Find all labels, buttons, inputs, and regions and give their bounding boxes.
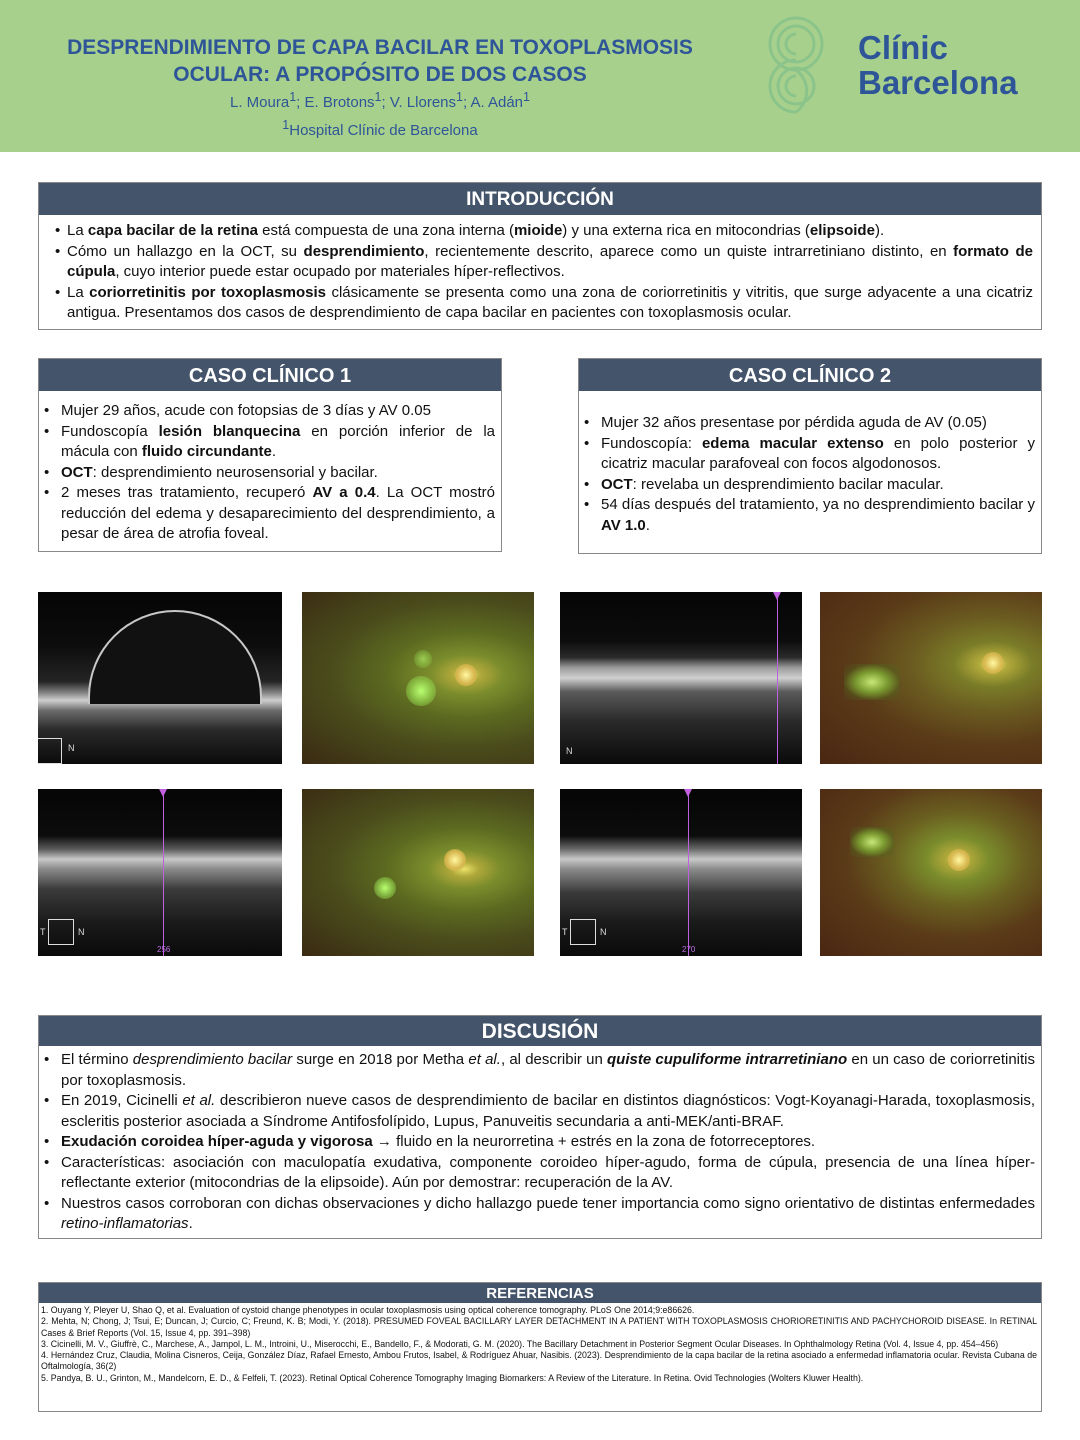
list-item (55, 242, 1033, 283)
text-run: et al. (468, 1051, 501, 1068)
text-run: , recientemente descrito, aparece como un quiste intrarretiniano distinto, en (424, 242, 954, 260)
text-run: . (645, 516, 650, 534)
text-run: OCT (601, 475, 633, 493)
text-run: : desprendimiento neurosensorial y bacilar. (92, 463, 378, 481)
case-2-heading: CASO CLÍNICO 2 (579, 359, 1041, 391)
introduction-box (38, 182, 1042, 330)
text-run: 2 meses tras tratamiento, recuperó (61, 484, 313, 501)
affiliation-line (20, 118, 740, 139)
text-run: Cómo un hallazgo en la OCT, su (67, 242, 304, 260)
references-list (39, 1303, 1041, 1384)
introduction-list (39, 215, 1041, 324)
text-run: Nuestros casos corroboran con dichas observaciones y dicho hallazgo puede tener importancia como signo orientativo de distintas enfermedades (61, 1194, 1035, 1212)
text-run: La (67, 283, 90, 301)
author-superscript: 1 (523, 90, 530, 104)
scan-number: 256 (157, 945, 171, 954)
text-run: . (271, 443, 277, 460)
list-item (39, 1153, 1035, 1194)
list-item (579, 475, 1035, 496)
author-name: L. Moura (230, 94, 290, 111)
text-run: está compuesta de una zona interna ( (257, 222, 514, 239)
list-item (39, 422, 495, 463)
reference-item: 3. Cicinelli, M. V., Giuffrè, C., Marchese, A., Jampol, L. M., Introini, U., Miserocchi, E., Bandello, F., & Modorati, G. M. (2020). The Bacillary Detachment in Posterior Segment Ocular Diseases. In Ophthalmology Retina (Vol. 4, Issue 4, pp. 454–456) (41, 1338, 999, 1349)
fundus-image-case1-after (302, 789, 534, 956)
discussion-list (39, 1046, 1041, 1235)
text-run: en polo posterior y cicatriz macular parafoveal con focos algodonosos. (601, 434, 1035, 472)
list-item (39, 1132, 1035, 1153)
text-run: quiste cupuliforme intrarretiniano (607, 1051, 848, 1068)
title-line-2: OCULAR: A PROPÓSITO DE DOS CASOS (173, 63, 587, 86)
compass-label-n: N (600, 927, 607, 937)
list-item (579, 434, 1035, 475)
affiliation-text: Hospital Clínic de Barcelona (289, 122, 478, 139)
text-run: en un caso de coriorretinitis por toxoplasmosis. (61, 1051, 1035, 1089)
fundus-image-case1-before (302, 592, 534, 764)
text-run: retino-inflamatorias (61, 1215, 189, 1232)
case-1-heading: CASO CLÍNICO 1 (39, 359, 501, 391)
text-run: → fluido en la neurorretina + estrés en la zona de fotorreceptores. (372, 1133, 816, 1150)
text-run: desprendimiento (303, 242, 425, 260)
case-1-list (39, 391, 501, 545)
text-run: . La OCT mostró reducción del edema y desaparecimiento del desprendimiento, a pesar de área de atrofia foveal. (61, 484, 495, 542)
text-run: 54 días después del tratamiento, ya no desprendimiento bacilar y (601, 496, 1035, 513)
oct-image-case2-before (560, 592, 802, 764)
text-run: . (188, 1215, 193, 1232)
list-item (55, 283, 1033, 324)
text-run: describieron nueve casos de desprendimiento de bacilar en distintos diagnósticos: Vogt-Koyanagi-Harada, toxoplasmosis, escleritis posterior asociada a Síndrome Antifosfolípido, Lupus, Panuveitis secundaria a anti-MEK/anti-BRAF. (61, 1092, 1035, 1130)
text-run: Características: asociación con maculopatía exudativa, componente coroideo híper-agudo, forma de cúpula, presencia de una línea híper-reflectante exterior (mitocondrias de la elipsoide). Aún por demostrar: recuperación de la AV. (61, 1153, 1035, 1191)
text-run: Fundoscopía (61, 422, 159, 440)
text-run: OCT (61, 463, 93, 481)
text-run: Mujer 29 años, acude con fotopsias de 3 días y AV 0.05 (61, 402, 431, 419)
author-name: V. Llorens (389, 94, 457, 111)
authors-line (20, 90, 740, 111)
compass-label-n: N (566, 746, 573, 756)
text-run: fluido circundante (141, 443, 272, 460)
compass-box (570, 919, 596, 945)
text-run: en porción inferior de la mácula con (61, 422, 495, 460)
text-run: formato de cúpula (67, 242, 1033, 280)
compass-label-n: N (68, 743, 75, 753)
text-run: : revelaba un desprendimiento bacilar macular. (632, 475, 944, 493)
discussion-box (38, 1015, 1042, 1239)
list-item (39, 1194, 1035, 1235)
compass-label-t: T (562, 927, 568, 937)
text-run: Mujer 32 años presentase por pérdida aguda de AV (0.05) (601, 414, 987, 431)
text-run: capa bacilar de la retina (87, 222, 258, 239)
text-run: lesión blanquecina (158, 422, 301, 440)
list-item (39, 483, 495, 545)
text-run: ). (874, 222, 885, 239)
fundus-image-case2-after (820, 789, 1042, 956)
compass-box (48, 919, 74, 945)
text-run: AV 1.0 (601, 516, 646, 534)
author-name: A. Adán (470, 94, 524, 111)
text-run: Fundoscopía: (601, 434, 702, 452)
logo-line-2: Barcelona (858, 64, 1018, 101)
oct-image-case1-after (38, 789, 282, 956)
list-item (579, 495, 1035, 536)
case-2-box (578, 358, 1042, 554)
author-superscript: 1 (289, 90, 297, 104)
clinic-barcelona-logo-mark (750, 10, 840, 120)
text-run: Exudación coroidea híper-aguda y vigorosa (61, 1133, 373, 1150)
text-run: ) y una externa rica en mitocondrias ( (562, 222, 810, 239)
case-1-box (38, 358, 502, 552)
author-separator: ; (296, 94, 305, 111)
compass-label-t: T (40, 927, 46, 937)
text-run: coriorretinitis por toxoplasmosis (89, 283, 326, 301)
reference-item: 4. Hernández Cruz, Claudia, Molina Cisneros, Ceija, González Díaz, Rafael Ernesto, Ambou Frutos, Isabel, & Rodríguez Ahuar, Nasibis. (2023). Desprendimiento de la capa bacilar de la retina asociado a enfermedad inflamatoria ocular. Revista Cubana de Oftalmología, 36(2) (41, 1350, 1037, 1372)
author-superscript: 1 (456, 90, 463, 104)
poster-title (20, 34, 740, 88)
list-item (579, 413, 1035, 434)
reference-item: 1. Ouyang Y, Pleyer U, Shao Q, et al. Evaluation of cystoid change phenotypes in ocular toxoplasmosis using optical coherence tomography. PLoS One 2014;9:e86626. (41, 1305, 695, 1315)
list-item (39, 401, 495, 422)
references-heading: REFERENCIAS (39, 1283, 1041, 1303)
text-run: elipsoide (809, 222, 875, 239)
clinic-barcelona-logo-text (858, 30, 1018, 100)
text-run: En 2019, Cicinelli (61, 1092, 183, 1109)
text-run: , cuyo interior puede estar ocupado por materiales híper-reflectivos. (115, 263, 565, 280)
compass-box (38, 738, 62, 764)
logo-line-1: Clínic (858, 29, 948, 66)
text-run: El término (61, 1051, 133, 1068)
oct-image-case1-before (38, 592, 282, 764)
header-banner (0, 0, 1080, 152)
list-item (39, 463, 495, 484)
text-run: clásicamente se presenta como una zona de coriorretinitis y vitritis, que surge adyacente a una cicatriz antigua. Presentamos dos casos de desprendimiento de capa bacilar en pacientes con toxoplasmosis ocular. (67, 283, 1033, 321)
text-run: et al. (182, 1092, 216, 1109)
text-run: mioide (513, 222, 563, 239)
text-run: La (67, 222, 88, 239)
text-run: surge en 2018 por Metha (292, 1051, 469, 1068)
author-separator: ; (462, 94, 471, 111)
oct-image-case2-after (560, 789, 802, 956)
reference-item: 5. Pandya, B. U., Grinton, M., Mandelcorn, E. D., & Felfeli, T. (2023). Retinal Optical Coherence Tomography Imaging Biomarkers: A Review of the Literature. In Retina. Ovid Technologies (Wolters Kluwer Health). (41, 1372, 864, 1383)
compass-label-n: N (78, 927, 85, 937)
fundus-image-case2-before (820, 592, 1042, 764)
list-item (39, 1050, 1035, 1091)
author-name: E. Brotons (304, 94, 375, 111)
text-run: AV a 0.4 (312, 484, 376, 501)
discussion-heading: DISCUSIÓN (39, 1016, 1041, 1046)
list-item (55, 221, 1033, 242)
affiliation-superscript: 1 (282, 118, 290, 132)
scan-number: 270 (682, 945, 696, 954)
author-separator: ; (381, 94, 390, 111)
author-superscript: 1 (374, 90, 382, 104)
list-item (39, 1091, 1035, 1132)
introduction-heading: INTRODUCCIÓN (39, 183, 1041, 215)
text-run: desprendimiento bacilar (132, 1051, 293, 1068)
references-box (38, 1282, 1042, 1412)
reference-item: 2. Mehta, N; Chong, J; Tsui, E; Duncan, J; Curcio, C; Freund, K. B; Modi, Y. (2018). PRESUMED FOVEAL BACILLARY LAYER DETACHMENT IN A PATIENT WITH TOXOPLASMOSIS CHORIORETINITIS AND PACHYCHOROID DISEASE. In RETINAL Cases & Brief Reports (Vol. 15, Issue 4, pp. 391–398) (41, 1316, 1037, 1338)
text-run: , al describir un (500, 1051, 608, 1068)
case-2-list (579, 391, 1041, 536)
title-line-1: DESPRENDIMIENTO DE CAPA BACILAR EN TOXOPLASMOSIS (67, 36, 693, 59)
text-run: edema macular extenso (701, 434, 884, 452)
